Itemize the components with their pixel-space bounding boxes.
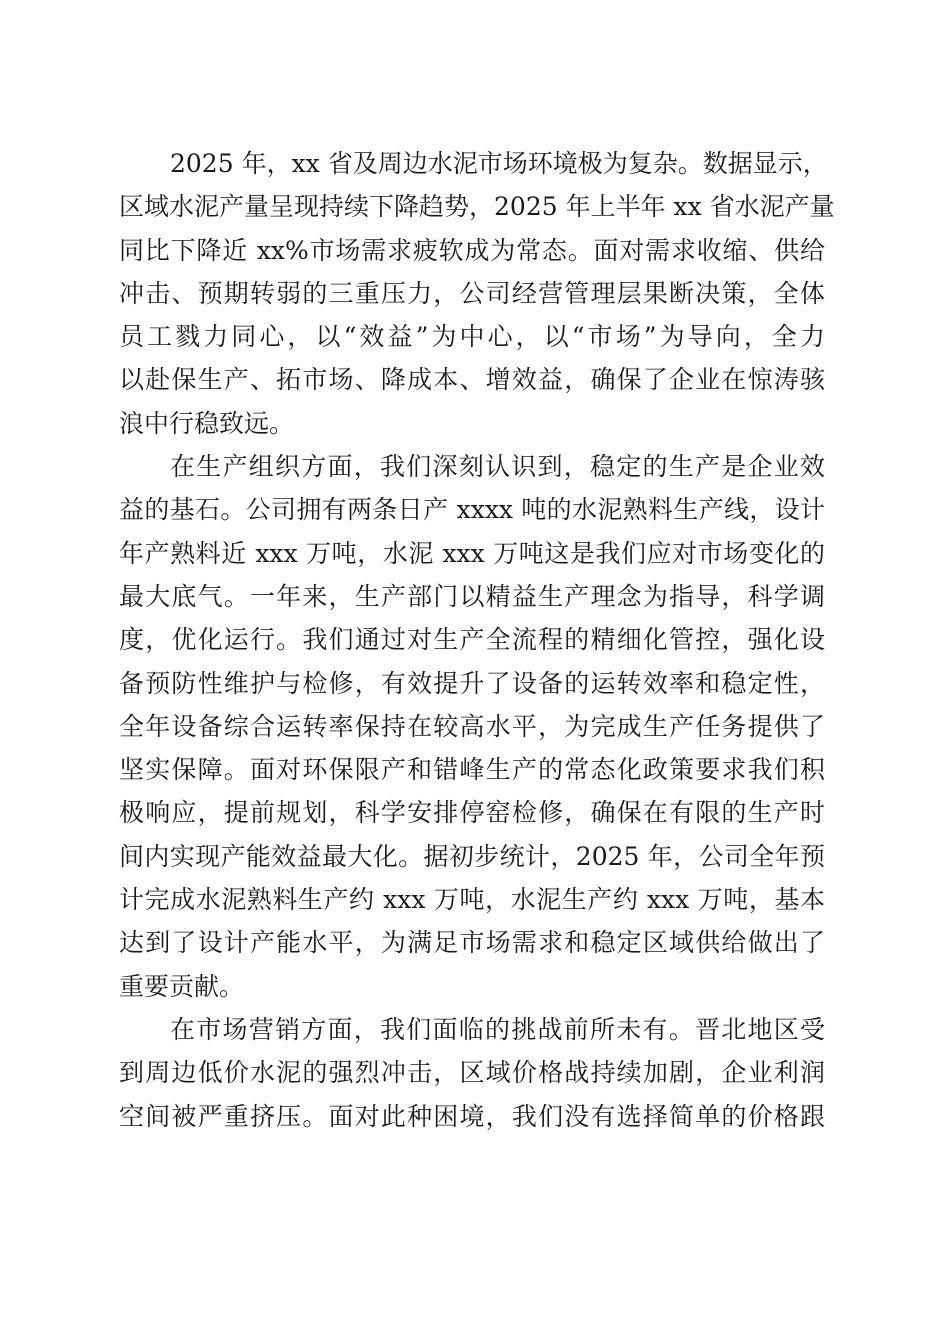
text-line: 到周边低价水泥的强烈冲击，区域价格战持续加剧，企业利润 (119, 1058, 825, 1088)
text-line: 极响应，提前规划，科学安排停窑检修，确保在有限的生产时 (119, 798, 825, 828)
text-line: 区域水泥产量呈现持续下降趋势，2025 年上半年 xx 省水泥产量 (119, 192, 835, 222)
paragraph-market-environment (119, 142, 835, 445)
text-line: 2025 年，xx 省及周边水泥市场环境极为复杂。数据显示， (170, 149, 828, 178)
text-line: 全年设备综合运转率保持在较高水平，为完成生产任务提供了 (119, 711, 825, 741)
text-line: 浪中行稳致远。 (119, 408, 295, 438)
text-line: 在市场营销方面，我们面临的挑战前所未有。晋北地区受 (170, 1014, 825, 1044)
text-line: 空间被严重挤压。面对此种困境，我们没有选择简单的价格跟 (119, 1101, 825, 1131)
text-line: 益的基石。公司拥有两条日产 xxxx 吨的水泥熟料生产线，设计 (119, 495, 825, 525)
paragraph-production-organization (119, 445, 825, 1008)
text-line: 间内实现产能效益最大化。据初步统计，2025 年，公司全年预 (119, 841, 825, 871)
text-line: 度，优化运行。我们通过对生产全流程的精细化管控，强化设 (119, 625, 825, 655)
text-line: 以赴保生产、拓市场、降成本、增效益，确保了企业在惊涛骇 (119, 365, 825, 395)
text-line: 冲击、预期转弱的三重压力，公司经营管理层果断决策，全体 (119, 278, 825, 308)
text-line: 员工戮力同心，以“效益”为中心，以“市场”为导向，全力 (119, 322, 825, 352)
text-line: 坚实保障。面对环保限产和错峰生产的常态化政策要求我们积 (119, 755, 825, 785)
paragraph-market-sales (119, 1008, 825, 1138)
text-line: 年产熟料近 xxx 万吨，水泥 xxx 万吨这是我们应对市场变化的 (119, 538, 825, 568)
text-line: 最大底气。一年来，生产部门以精益生产理念为指导，科学调 (119, 581, 825, 611)
text-line: 同比下降近 xx%市场需求疲软成为常态。面对需求收缩、供给 (119, 235, 825, 265)
document-body (119, 142, 835, 1138)
text-line: 重要贡献。 (119, 971, 245, 1001)
text-line: 在生产组织方面，我们深刻认识到，稳定的生产是企业效 (170, 452, 825, 482)
text-line: 计完成水泥熟料生产约 xxx 万吨，水泥生产约 xxx 万吨，基本 (119, 885, 825, 915)
text-line: 备预防性维护与检修，有效提升了设备的运转效率和稳定性， (119, 668, 825, 698)
text-line: 达到了设计产能水平，为满足市场需求和稳定区域供给做出了 (119, 928, 825, 958)
